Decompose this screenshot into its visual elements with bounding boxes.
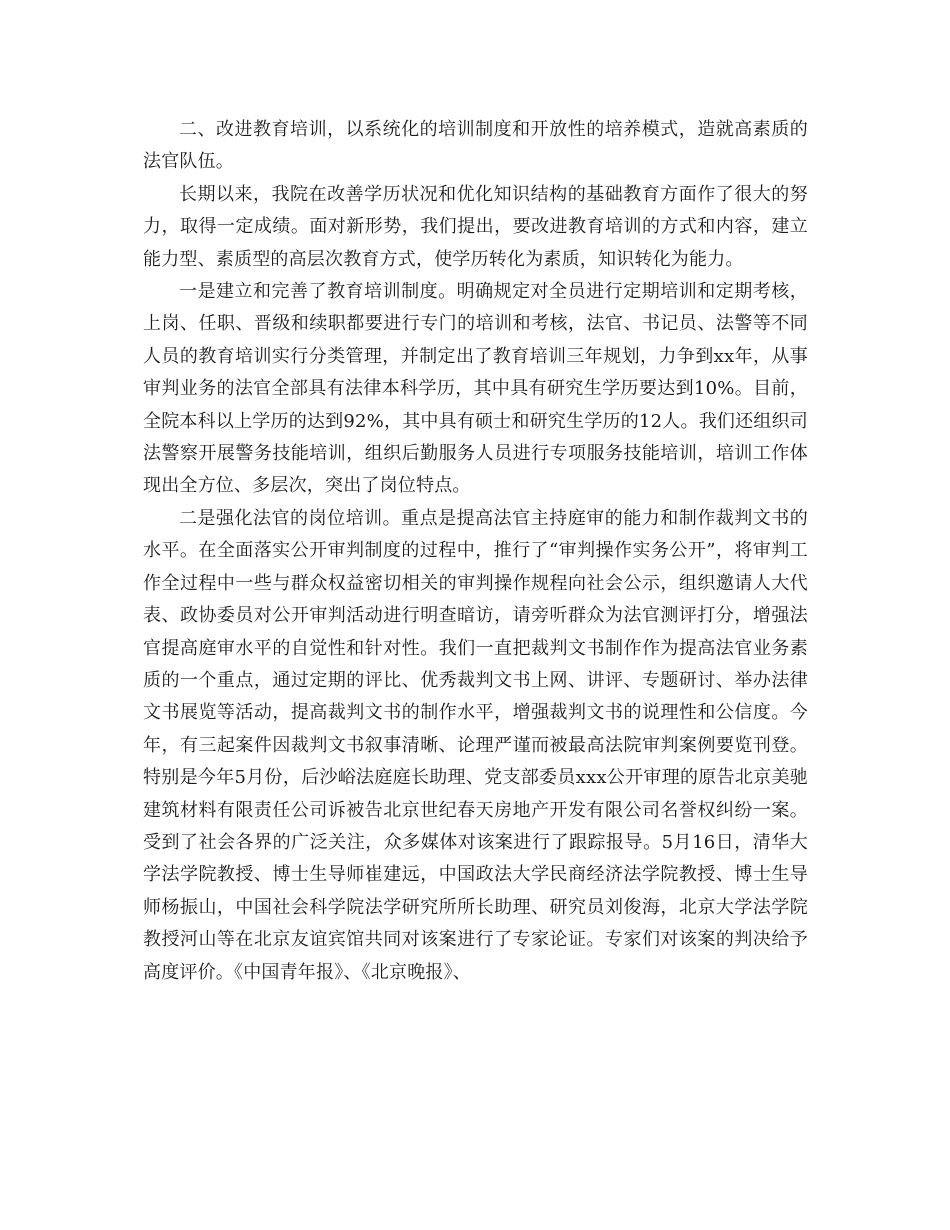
document-body (143, 114, 808, 989)
paragraph-section-heading: 二、改进教育培训，以系统化的培训制度和开放性的培养模式，造就高素质的法官队伍。 (143, 119, 808, 173)
paragraph-training-system: 一是建立和完善了教育培训制度。明确规定对全员进行定期培训和定期考核，上岗、任职、晋级和续职都要进行专门的培训和考核，法官、书记员、法警等不同人员的教育培训实行分类管理，并制定出了教育培训三年规划，力争到xx年，从事审判业务的法官全部具有法律本科学历，其中具有研究生学历要达到10%。目前，全院本科以上学历的达到92%，其中具有硕士和研究生学历的12人。我们还组织司法警察开展警务技能培训，组织后勤服务人员进行专项服务技能培训，培训工作体现出全方位、多层次，突出了岗位特点。 (143, 281, 808, 497)
paragraph-intro: 长期以来，我院在改善学历状况和优化知识结构的基础教育方面作了很大的努力，取得一定成绩。面对新形势，我们提出，要改进教育培训的方式和内容，建立能力型、素质型的高层次教育方式，使学历转化为素质，知识转化为能力。 (143, 183, 808, 270)
paragraph-post-training: 二是强化法官的岗位培训。重点是提高法官主持庭审的能力和制作裁判文书的水平。在全面落实公开审判制度的过程中，推行了“审判操作实务公开”，将审判工作全过程中一些与群众权益密切相关的审判操作规程向社会公示，组织邀请人大代表、政协委员对公开审判活动进行明查暗访，请旁听群众为法官测评打分，增强法官提高庭审水平的自觉性和针对性。我们一直把裁判文书制作作为提高法官业务素质的一个重点，通过定期的评比、优秀裁判文书上网、讲评、专题研讨、举办法律文书展览等活动，提高裁判文书的制作水平，增强裁判文书的说理性和公信度。今年，有三起案件因裁判文书叙事清晰、论理严谨而被最高法院审判案例要览刊登。特别是今年5月份，后沙峪法庭庭长助理、党支部委员xxx公开审理的原告北京美驰建筑材料有限责任公司诉被告北京世纪春天房地产开发有限公司名誉权纠纷一案。 受到了社会各界的广泛关注，众多媒体对该案进行了跟踪报导。5月16日，清华大学法学院教授、博士生导师崔建远，中国政法大学民商经济法学院教授、博士生导师杨振山，中国社会科学院法学研究所所长助理、研究员刘俊海，北京大学法学院教授河山等在北京友谊宾馆共同对该案进行了专家论证。专家们对该案的判决给予高度评价。《中国青年报》、《北京晚报》、 (143, 507, 808, 983)
